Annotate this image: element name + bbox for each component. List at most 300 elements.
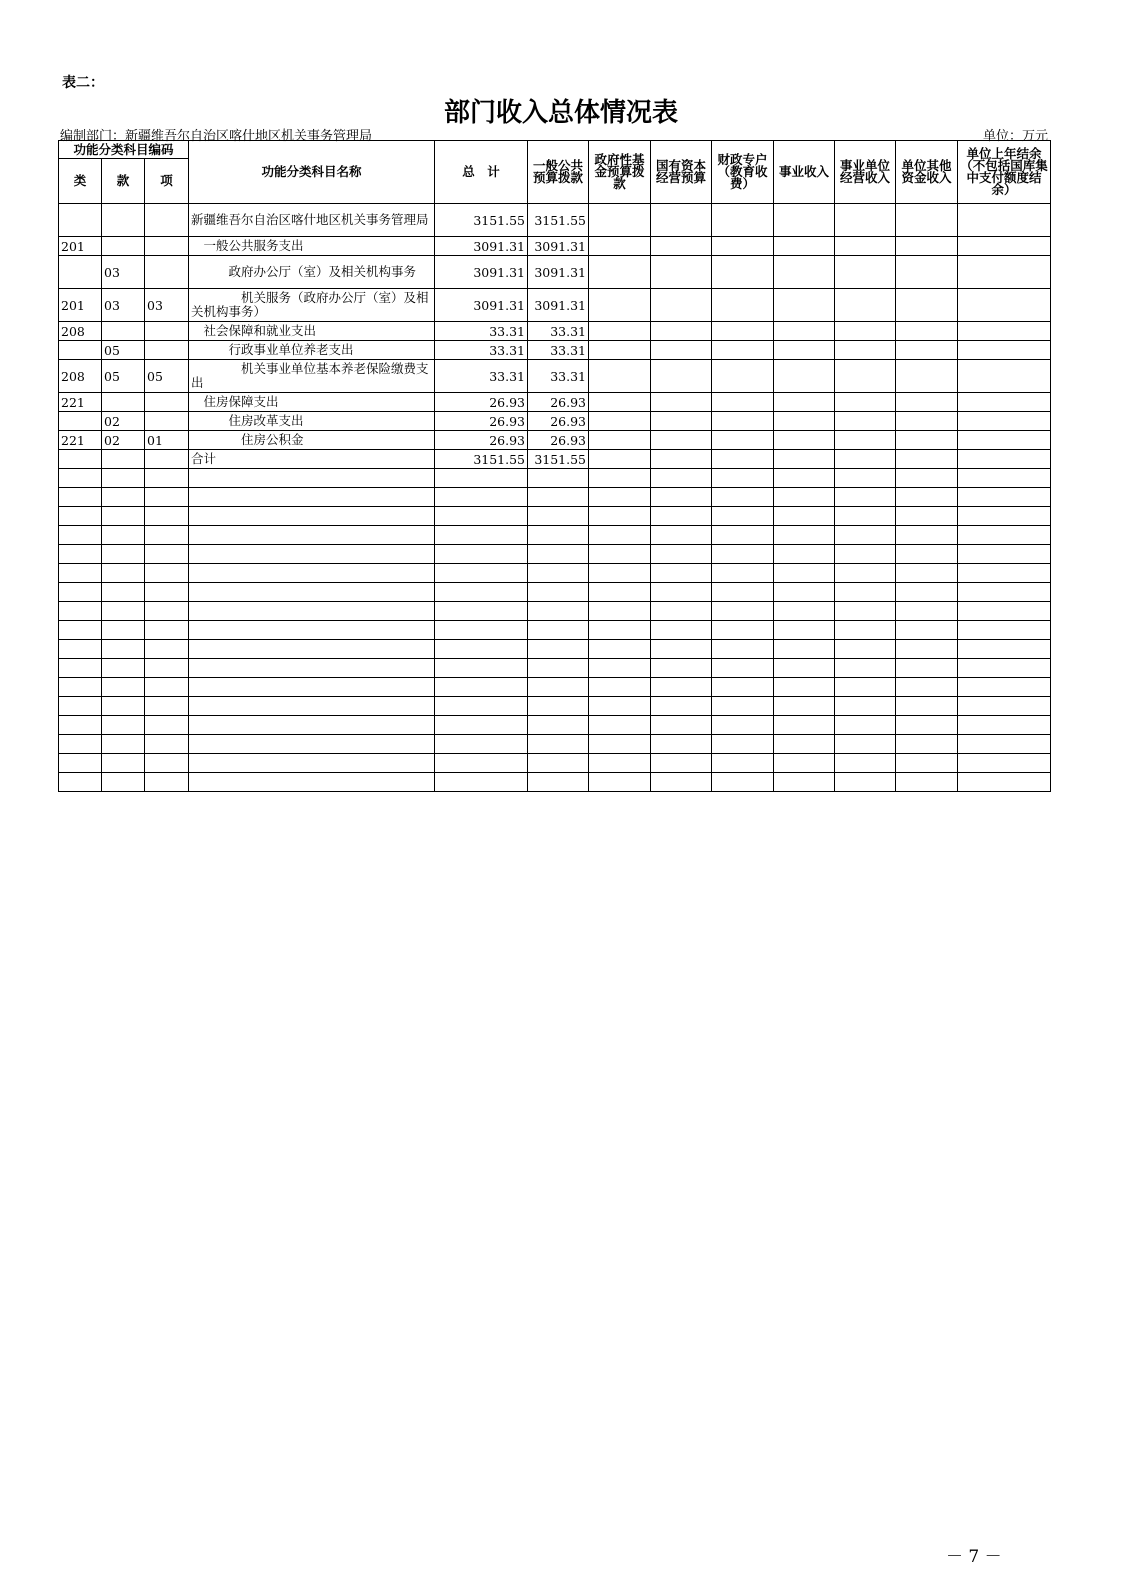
cell-empty	[835, 256, 896, 289]
cell-empty	[896, 289, 958, 322]
business-income-header: 事业收入	[774, 141, 835, 204]
cell-empty	[774, 450, 835, 469]
cell-empty	[774, 412, 835, 431]
cell-empty	[59, 640, 102, 659]
cell-empty	[589, 621, 651, 640]
cell-empty	[958, 602, 1051, 621]
cell-empty	[145, 640, 189, 659]
cell-empty	[774, 735, 835, 754]
table-row	[59, 431, 1051, 450]
table-row	[59, 204, 1051, 237]
cell-empty	[774, 678, 835, 697]
cell-lei	[59, 412, 102, 431]
cell-empty	[651, 564, 712, 583]
total-row	[59, 450, 1051, 469]
cell-empty	[835, 237, 896, 256]
cell-kuan	[102, 393, 145, 412]
cell-empty	[896, 393, 958, 412]
cell-total: 3091.31	[435, 289, 528, 322]
empty-row	[59, 640, 1051, 659]
header-row-1	[59, 141, 1051, 159]
cell-empty	[589, 431, 651, 450]
cell-empty	[835, 469, 896, 488]
cell-empty	[589, 412, 651, 431]
cell-empty	[712, 773, 774, 792]
cell-empty	[712, 526, 774, 545]
cell-empty	[774, 393, 835, 412]
cell-empty	[589, 716, 651, 735]
cell-empty	[774, 659, 835, 678]
cell-empty	[145, 773, 189, 792]
cell-total: 26.93	[435, 412, 528, 431]
cell-kuan: 03	[102, 289, 145, 322]
cell-empty	[896, 678, 958, 697]
cell-empty	[651, 237, 712, 256]
cell-general: 3091.31	[528, 256, 589, 289]
cell-empty	[896, 583, 958, 602]
cell-empty	[59, 773, 102, 792]
cell-xiang	[145, 237, 189, 256]
kuan-header: 款	[102, 159, 145, 204]
cell-empty	[835, 341, 896, 360]
cell-empty	[189, 545, 435, 564]
cell-empty	[189, 735, 435, 754]
cell-empty	[589, 564, 651, 583]
cell-xiang	[145, 450, 189, 469]
income-table	[58, 140, 1051, 792]
cell-empty	[712, 640, 774, 659]
cell-empty	[145, 735, 189, 754]
table-row	[59, 412, 1051, 431]
cell-empty	[528, 526, 589, 545]
operating-income-header: 事业单位经营收入	[835, 141, 896, 204]
empty-row	[59, 564, 1051, 583]
cell-empty	[651, 583, 712, 602]
cell-empty	[774, 564, 835, 583]
cell-empty	[835, 289, 896, 322]
cell-empty	[958, 507, 1051, 526]
cell-xiang	[145, 322, 189, 341]
cell-empty	[189, 773, 435, 792]
cell-empty	[712, 507, 774, 526]
cell-empty	[589, 640, 651, 659]
fiscal-special-header: 财政专户（教育收费）	[712, 141, 774, 204]
cell-empty	[896, 256, 958, 289]
cell-empty	[59, 659, 102, 678]
cell-empty	[435, 716, 528, 735]
cell-empty	[102, 583, 145, 602]
cell-empty	[712, 412, 774, 431]
cell-kuan: 05	[102, 360, 145, 393]
cell-total: 33.31	[435, 322, 528, 341]
cell-kuan: 02	[102, 431, 145, 450]
cell-empty	[651, 773, 712, 792]
cell-empty	[712, 621, 774, 640]
cell-empty	[189, 621, 435, 640]
table-row	[59, 322, 1051, 341]
cell-empty	[145, 583, 189, 602]
cell-empty	[712, 697, 774, 716]
cell-empty	[589, 488, 651, 507]
cell-empty	[651, 341, 712, 360]
cell-empty	[712, 602, 774, 621]
cell-empty	[189, 526, 435, 545]
cell-empty	[145, 545, 189, 564]
cell-empty	[59, 716, 102, 735]
cell-lei: 208	[59, 322, 102, 341]
cell-lei	[59, 256, 102, 289]
cell-empty	[59, 697, 102, 716]
cell-empty	[102, 545, 145, 564]
cell-empty	[958, 621, 1051, 640]
cell-empty	[589, 289, 651, 322]
cell-empty	[435, 773, 528, 792]
cell-total: 26.93	[435, 393, 528, 412]
cell-empty	[896, 431, 958, 450]
cell-empty	[835, 602, 896, 621]
cell-lei: 221	[59, 431, 102, 450]
cell-empty	[712, 564, 774, 583]
cell-empty	[145, 659, 189, 678]
cell-empty	[528, 621, 589, 640]
cell-empty	[189, 488, 435, 507]
cell-empty	[958, 469, 1051, 488]
cell-empty	[651, 640, 712, 659]
cell-empty	[59, 678, 102, 697]
cell-empty	[435, 697, 528, 716]
cell-empty	[189, 469, 435, 488]
empty-row	[59, 697, 1051, 716]
cell-empty	[958, 450, 1051, 469]
cell-kuan: 03	[102, 256, 145, 289]
cell-empty	[958, 526, 1051, 545]
cell-empty	[774, 697, 835, 716]
cell-empty	[835, 678, 896, 697]
cell-empty	[774, 526, 835, 545]
cell-empty	[958, 583, 1051, 602]
cell-empty	[774, 322, 835, 341]
empty-row	[59, 583, 1051, 602]
cell-empty	[835, 621, 896, 640]
cell-empty	[59, 564, 102, 583]
cell-empty	[651, 526, 712, 545]
cell-empty	[958, 697, 1051, 716]
cell-lei: 201	[59, 237, 102, 256]
cell-lei	[59, 450, 102, 469]
cell-empty	[435, 583, 528, 602]
cell-empty	[712, 322, 774, 341]
cell-empty	[835, 431, 896, 450]
cell-empty	[528, 545, 589, 564]
empty-row	[59, 526, 1051, 545]
empty-row	[59, 659, 1051, 678]
cell-empty	[774, 602, 835, 621]
cell-empty	[835, 360, 896, 393]
cell-empty	[435, 754, 528, 773]
cell-empty	[774, 289, 835, 322]
cell-empty	[589, 469, 651, 488]
cell-empty	[589, 256, 651, 289]
cell-empty	[102, 469, 145, 488]
cell-empty	[958, 640, 1051, 659]
cell-empty	[435, 678, 528, 697]
cell-empty	[102, 564, 145, 583]
cell-empty	[835, 526, 896, 545]
cell-empty	[145, 716, 189, 735]
cell-name: 新疆维吾尔自治区喀什地区机关事务管理局	[189, 204, 435, 237]
cell-empty	[589, 237, 651, 256]
table-row	[59, 360, 1051, 393]
cell-empty	[59, 583, 102, 602]
cell-empty	[774, 583, 835, 602]
cell-empty	[774, 256, 835, 289]
cell-empty	[102, 640, 145, 659]
cell-empty	[528, 469, 589, 488]
empty-row	[59, 773, 1051, 792]
table-row	[59, 237, 1051, 256]
gov-fund-header: 政府性基金预算拨款	[589, 141, 651, 204]
cell-empty	[651, 545, 712, 564]
cell-empty	[896, 735, 958, 754]
cell-empty	[435, 640, 528, 659]
cell-empty	[145, 507, 189, 526]
cell-general: 26.93	[528, 393, 589, 412]
cell-empty	[712, 488, 774, 507]
cell-empty	[189, 659, 435, 678]
cell-empty	[835, 545, 896, 564]
cell-empty	[958, 678, 1051, 697]
cell-empty	[435, 564, 528, 583]
cell-empty	[774, 341, 835, 360]
cell-empty	[589, 602, 651, 621]
cell-total: 33.31	[435, 341, 528, 360]
cell-empty	[59, 507, 102, 526]
cell-empty	[896, 659, 958, 678]
cell-name: 政府办公厅（室）及相关机构事务	[189, 256, 435, 289]
empty-row	[59, 469, 1051, 488]
cell-empty	[651, 754, 712, 773]
cell-empty	[774, 640, 835, 659]
cell-total: 33.31	[435, 360, 528, 393]
cell-empty	[712, 735, 774, 754]
cell-empty	[589, 341, 651, 360]
cell-empty	[896, 621, 958, 640]
cell-empty	[774, 545, 835, 564]
cell-empty	[528, 697, 589, 716]
cell-total: 3151.55	[435, 204, 528, 237]
cell-empty	[102, 754, 145, 773]
cell-empty	[651, 322, 712, 341]
cell-empty	[896, 507, 958, 526]
cell-empty	[774, 469, 835, 488]
cell-empty	[528, 735, 589, 754]
cell-empty	[774, 507, 835, 526]
cell-general: 33.31	[528, 360, 589, 393]
empty-row	[59, 602, 1051, 621]
cell-empty	[712, 659, 774, 678]
cell-empty	[59, 488, 102, 507]
page-title: 部门收入总体情况表	[443, 98, 678, 128]
cell-empty	[59, 602, 102, 621]
cell-total: 3091.31	[435, 237, 528, 256]
cell-empty	[958, 322, 1051, 341]
cell-empty	[712, 289, 774, 322]
cell-empty	[958, 412, 1051, 431]
cell-general: 3091.31	[528, 237, 589, 256]
cell-empty	[712, 393, 774, 412]
cell-empty	[59, 621, 102, 640]
cell-empty	[651, 204, 712, 237]
cell-empty	[774, 621, 835, 640]
cell-empty	[896, 640, 958, 659]
cell-total: 3151.55	[435, 450, 528, 469]
cell-empty	[958, 659, 1051, 678]
cell-empty	[896, 469, 958, 488]
cell-empty	[189, 602, 435, 621]
cell-empty	[528, 716, 589, 735]
cell-lei: 208	[59, 360, 102, 393]
table-row	[59, 393, 1051, 412]
cell-empty	[835, 716, 896, 735]
cell-empty	[835, 488, 896, 507]
cell-empty	[102, 697, 145, 716]
cell-kuan	[102, 237, 145, 256]
cell-empty	[145, 754, 189, 773]
cell-empty	[712, 583, 774, 602]
cell-empty	[435, 602, 528, 621]
cell-xiang	[145, 256, 189, 289]
cell-empty	[589, 393, 651, 412]
table-row	[59, 341, 1051, 360]
cell-empty	[589, 735, 651, 754]
cell-total: 26.93	[435, 431, 528, 450]
empty-row	[59, 716, 1051, 735]
cell-empty	[102, 488, 145, 507]
empty-row	[59, 678, 1051, 697]
cell-empty	[896, 564, 958, 583]
cell-general: 3151.55	[528, 450, 589, 469]
cell-empty	[102, 507, 145, 526]
cell-empty	[651, 450, 712, 469]
name-header: 功能分类科目名称	[189, 141, 435, 204]
cell-empty	[59, 754, 102, 773]
cell-empty	[774, 754, 835, 773]
cell-empty	[189, 583, 435, 602]
cell-empty	[712, 545, 774, 564]
cell-empty	[589, 659, 651, 678]
cell-empty	[712, 237, 774, 256]
cell-xiang: 03	[145, 289, 189, 322]
cell-xiang	[145, 393, 189, 412]
cell-empty	[435, 735, 528, 754]
cell-empty	[145, 602, 189, 621]
cell-xiang: 05	[145, 360, 189, 393]
cell-empty	[435, 507, 528, 526]
cell-name: 行政事业单位养老支出	[189, 341, 435, 360]
cell-empty	[835, 640, 896, 659]
cell-empty	[528, 602, 589, 621]
cell-empty	[528, 640, 589, 659]
cell-kuan	[102, 204, 145, 237]
cell-lei	[59, 204, 102, 237]
cell-empty	[102, 621, 145, 640]
cell-empty	[651, 716, 712, 735]
cell-empty	[651, 697, 712, 716]
cell-empty	[589, 697, 651, 716]
cell-empty	[589, 450, 651, 469]
cell-kuan: 05	[102, 341, 145, 360]
cell-name: 社会保障和就业支出	[189, 322, 435, 341]
empty-row	[59, 754, 1051, 773]
cell-empty	[189, 697, 435, 716]
cell-lei: 221	[59, 393, 102, 412]
cell-general: 26.93	[528, 431, 589, 450]
cell-empty	[589, 545, 651, 564]
cell-empty	[712, 716, 774, 735]
cell-empty	[896, 773, 958, 792]
cell-empty	[958, 564, 1051, 583]
cell-empty	[189, 640, 435, 659]
cell-empty	[835, 450, 896, 469]
cell-empty	[712, 256, 774, 289]
cell-empty	[896, 526, 958, 545]
cell-empty	[896, 341, 958, 360]
cell-general: 3151.55	[528, 204, 589, 237]
cell-empty	[435, 545, 528, 564]
cell-name: 一般公共服务支出	[189, 237, 435, 256]
empty-row	[59, 735, 1051, 754]
cell-empty	[712, 469, 774, 488]
cell-empty	[528, 659, 589, 678]
cell-empty	[528, 507, 589, 526]
code-group-header: 功能分类科目编码	[59, 141, 189, 159]
cell-empty	[651, 602, 712, 621]
cell-empty	[835, 322, 896, 341]
state-capital-header: 国有资本经营预算	[651, 141, 712, 204]
cell-empty	[435, 488, 528, 507]
cell-empty	[958, 393, 1051, 412]
cell-empty	[896, 412, 958, 431]
cell-empty	[651, 256, 712, 289]
cell-empty	[958, 488, 1051, 507]
cell-empty	[835, 204, 896, 237]
other-income-header: 单位其他资金收入	[896, 141, 958, 204]
cell-empty	[589, 322, 651, 341]
cell-empty	[651, 289, 712, 322]
cell-empty	[589, 360, 651, 393]
cell-empty	[528, 678, 589, 697]
cell-empty	[774, 773, 835, 792]
cell-name: 机关事业单位基本养老保险缴费支出	[189, 360, 435, 393]
cell-empty	[896, 204, 958, 237]
empty-row	[59, 621, 1051, 640]
cell-empty	[59, 545, 102, 564]
cell-empty	[835, 735, 896, 754]
cell-empty	[651, 360, 712, 393]
cell-empty	[835, 564, 896, 583]
cell-empty	[59, 735, 102, 754]
cell-empty	[189, 754, 435, 773]
cell-empty	[651, 507, 712, 526]
cell-empty	[528, 488, 589, 507]
cell-empty	[145, 526, 189, 545]
cell-empty	[651, 659, 712, 678]
cell-lei: 201	[59, 289, 102, 322]
cell-empty	[958, 289, 1051, 322]
cell-empty	[59, 526, 102, 545]
cell-empty	[435, 469, 528, 488]
empty-row	[59, 545, 1051, 564]
